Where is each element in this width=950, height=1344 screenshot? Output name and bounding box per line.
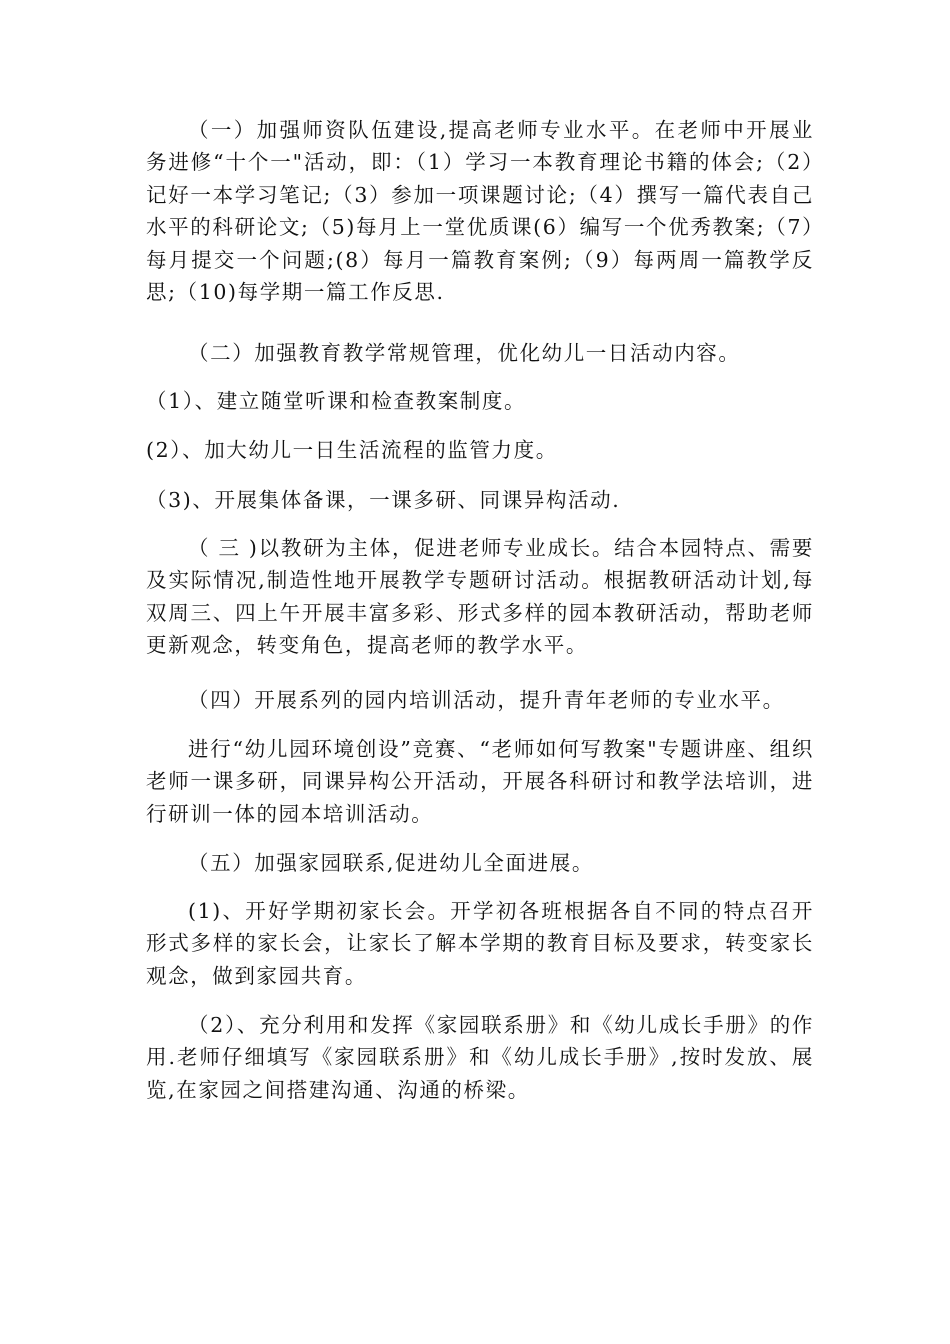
paragraph-training-details: 进行“幼儿园环境创设”竞赛、“老师如何写教案"专题讲座、组织老师一课多研，同课异构公开活动，开展各科研讨和教学法培训，进行研训一体的园本培训活动。 <box>146 737 814 826</box>
paragraph-routine-item-3: （3)、开展集体备课，一课多研、同课异构活动. <box>146 488 621 512</box>
paragraph-contact-books: （2）、充分利用和发挥《家园联系册》和《幼儿成长手册》的作用.老师仔细填写《家园联系册》和《幼儿成长手册》,按时发放、展览,在家园之间搭建沟通、沟通的桥梁。 <box>146 1013 814 1102</box>
paragraph-routine-management-heading: （二）加强教育教学常规管理，优化幼儿一日活动内容。 <box>188 341 741 365</box>
paragraph-home-school-heading: （五）加强家园联系,促进幼儿全面进展。 <box>188 851 594 875</box>
paragraph-training-heading: （四）开展系列的园内培训活动，提升青年老师的专业水平。 <box>188 688 785 712</box>
paragraph-routine-item-2: (2）、加大幼儿一日生活流程的监管力度。 <box>146 438 558 462</box>
paragraph-teacher-team: （一）加强师资队伍建设,提高老师专业水平。在老师中开展业务进修“十个一"活动，即：（1）学习一本教育理论书籍的体会;（2）记好一本学习笔记;（3）参加一项课题讨论;（4）撰写一篇代表自己水平的科研论文;（5)每月上一堂优质课(6）编写一个优秀教案;（7）每月提交一个问题;(8）每月一篇教育案例;（9）每两周一篇教学反思;（10)每学期一篇工作反思. <box>146 118 814 305</box>
paragraph-parents-meeting: (1)、开好学期初家长会。开学初各班根据各自不同的特点召开形式多样的家长会，让家长了解本学期的教育目标及要求，转变家长观念，做到家园共育。 <box>146 899 814 988</box>
paragraph-teaching-research: （ 三 )以教研为主体，促进老师专业成长。结合本园特点、需要及实际情况,制造性地开展教学专题研讨活动。根据教研活动计划,每双周三、四上午开展丰富多彩、形式多样的园本教研活动，帮助老师更新观念，转变角色，提高老师的教学水平。 <box>146 536 814 658</box>
paragraph-routine-item-1: （1）、建立随堂听课和检查教案制度。 <box>146 389 527 413</box>
